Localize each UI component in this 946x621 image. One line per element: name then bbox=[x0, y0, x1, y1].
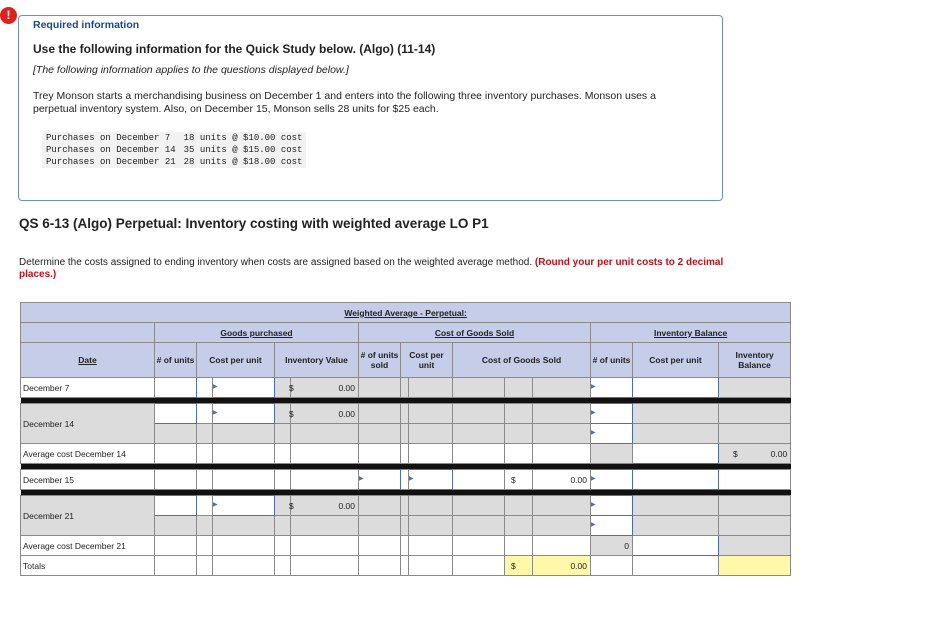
avg14-cost-input[interactable] bbox=[633, 444, 719, 464]
purchase-row: Purchases on December 7 18 units @ $10.00 cost bbox=[46, 133, 303, 143]
dropdown-marker-icon: ▶ bbox=[213, 409, 218, 416]
totals-cogs: 0.00 bbox=[533, 556, 591, 576]
required-info-title: Required information bbox=[33, 19, 140, 31]
dec15-sold-cost-input[interactable] bbox=[409, 470, 453, 490]
totals-inventory-balance bbox=[719, 556, 791, 576]
table-row bbox=[21, 404, 791, 424]
worksheet-title: Weighted Average - Perpetual: bbox=[21, 303, 791, 323]
dec21-purchase-cost-input[interactable] bbox=[213, 496, 275, 516]
date-col-header: Date bbox=[21, 343, 155, 378]
dropdown-marker-icon: ▶ bbox=[591, 409, 596, 416]
dropdown-marker-icon: ▶ bbox=[591, 521, 596, 528]
dec14-purchase-value: 0.00 bbox=[291, 404, 359, 424]
sold-cost-header: Cost per unit bbox=[401, 343, 453, 378]
balance-cost-header: Cost per unit bbox=[633, 343, 719, 378]
avg21-units: 0 bbox=[591, 536, 633, 556]
dec14-balance-units-input-2[interactable] bbox=[591, 424, 633, 444]
sold-units-header: # of units sold bbox=[359, 343, 401, 378]
row-label: December 15 bbox=[21, 470, 155, 490]
weighted-average-worksheet bbox=[20, 302, 788, 571]
avg21-cost-input[interactable] bbox=[633, 536, 719, 556]
dropdown-marker-icon: ▶ bbox=[591, 501, 596, 508]
dollar-sign: $ bbox=[505, 556, 533, 576]
row-label: Average cost December 21 bbox=[21, 536, 155, 556]
table-row bbox=[21, 556, 791, 576]
dec14-purchase-units-input[interactable] bbox=[155, 404, 197, 424]
dec15-sold-units-input[interactable] bbox=[359, 470, 401, 490]
dec15-cogs: 0.00 bbox=[533, 470, 591, 490]
purchases-list bbox=[42, 132, 306, 168]
dropdown-marker-icon: ▶ bbox=[409, 475, 414, 482]
table-row bbox=[21, 470, 791, 490]
inventory-balance-header: Inventory Balance bbox=[591, 323, 791, 343]
dropdown-marker-icon: ▶ bbox=[591, 475, 596, 482]
row-label: December 7 bbox=[21, 378, 155, 398]
dollar-sign: $ bbox=[733, 448, 738, 459]
table-row bbox=[21, 444, 791, 464]
rounding-note: (Round your per unit costs to 2 decimal places.) bbox=[19, 257, 724, 280]
balance-value-header: Inventory Balance bbox=[719, 343, 791, 378]
applies-note: [The following information applies to the questions displayed below.] bbox=[33, 64, 349, 76]
dec14-balance-units-input-1[interactable] bbox=[591, 404, 633, 424]
purchase-row: Purchases on December 21 28 units @ $18.00 cost bbox=[46, 157, 303, 167]
row-label: December 14 bbox=[21, 404, 155, 444]
goods-purchased-header: Goods purchased bbox=[155, 323, 359, 343]
cogs-header: Cost of Goods Sold bbox=[359, 323, 591, 343]
dollar-sign: $ bbox=[275, 404, 291, 424]
dropdown-marker-icon: ▶ bbox=[591, 383, 596, 390]
dropdown-marker-icon: ▶ bbox=[213, 383, 218, 390]
table-row bbox=[21, 496, 791, 516]
dec14-purchase-cost-input[interactable] bbox=[213, 404, 275, 424]
table-row bbox=[21, 378, 791, 398]
row-label: Average cost December 14 bbox=[21, 444, 155, 464]
dec7-purchase-value: 0.00 bbox=[291, 378, 359, 398]
dollar-sign: $ bbox=[275, 378, 291, 398]
purchased-cost-header: Cost per unit bbox=[197, 343, 275, 378]
purchased-units-header: # of units bbox=[155, 343, 197, 378]
dec7-balance-units-input[interactable] bbox=[591, 378, 633, 398]
row-label: December 21 bbox=[21, 496, 155, 536]
dec7-purchase-units-input[interactable] bbox=[155, 378, 197, 398]
question-title: QS 6-13 (Algo) Perpetual: Inventory costing with weighted average LO P1 bbox=[19, 216, 489, 231]
dec15-balance-units-input[interactable] bbox=[591, 470, 633, 490]
dec21-purchase-value: 0.00 bbox=[291, 496, 359, 516]
dollar-sign: $ bbox=[505, 470, 533, 490]
balance-units-header: # of units bbox=[591, 343, 633, 378]
scenario-paragraph: Trey Monson starts a merchandising business on December 1 and enters into the following three inventory purchases. Monson uses a perpetual inventory system. Also, on December 15, Monson sells 28 units for $25 each. bbox=[33, 90, 656, 115]
table-row bbox=[21, 536, 791, 556]
dec15-balance-cost-input[interactable] bbox=[633, 470, 719, 490]
purchased-value-header: Inventory Value bbox=[275, 343, 359, 378]
dec21-purchase-units-input[interactable] bbox=[155, 496, 197, 516]
avg14-balance: $ 0.00 bbox=[719, 444, 791, 464]
row-label: Totals bbox=[21, 556, 155, 576]
question-instruction: Determine the costs assigned to ending inventory when costs are assigned based on the weighted average method. (Round your per unit costs to 2 decimal places.) bbox=[19, 257, 724, 280]
dropdown-marker-icon: ▶ bbox=[591, 429, 596, 436]
sold-cogs-header: Cost of Goods Sold bbox=[453, 343, 591, 378]
alert-icon: ! bbox=[0, 7, 17, 24]
use-following-title: Use the following information for the Quick Study below. (Algo) (11-14) bbox=[33, 42, 436, 56]
dropdown-marker-icon: ▶ bbox=[213, 501, 218, 508]
purchase-row: Purchases on December 14 35 units @ $15.00 cost bbox=[46, 145, 303, 155]
dec21-balance-units-input-1[interactable] bbox=[591, 496, 633, 516]
dec7-purchase-cost-input[interactable] bbox=[213, 378, 275, 398]
dec21-balance-units-input-2[interactable] bbox=[591, 516, 633, 536]
dec7-balance-cost-input[interactable] bbox=[633, 378, 719, 398]
dollar-sign: $ bbox=[275, 496, 291, 516]
dropdown-marker-icon: ▶ bbox=[359, 475, 364, 482]
